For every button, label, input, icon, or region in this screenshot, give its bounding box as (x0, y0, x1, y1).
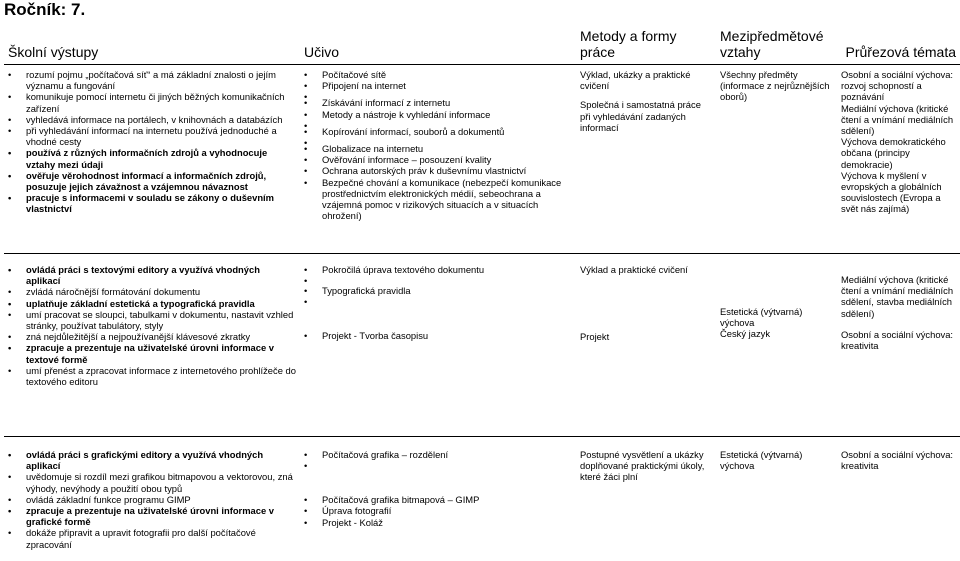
header-cross-themes: Průřezová témata (837, 28, 960, 65)
list-item: • zvládá náročnější formátování dokumentu (8, 286, 296, 297)
list-item: • vyhledává informace na portálech, v knihovnách a databázích (8, 114, 296, 125)
methods-text: Společná i samostatná práce při vyhledávání zadaných informací (580, 99, 712, 133)
list-item: • dokáže připravit a upravit fotografii pro další počítačové zpracování (8, 527, 296, 549)
list-item: • umí přenést a zpracovat informace z internetového prohlížeče do textového editoru (8, 365, 296, 387)
list-item: • Metody a nástroje k vyhledání informace (304, 109, 572, 120)
interdisciplinary-text: Estetická (výtvarná) výchova (720, 306, 833, 328)
cross-themes-cell (837, 254, 960, 437)
outcomes-cell (4, 437, 300, 561)
list-item: • Projekt - Tvorba časopisu (304, 330, 572, 341)
methods-text: Výklad, ukázky a praktické cvičení (580, 69, 712, 91)
list-spacer (304, 275, 572, 285)
cross-themes-cell (837, 437, 960, 561)
list-item: • komunikuje pomocí internetu či jiných běžných komunikačních zařízení (8, 91, 296, 113)
content-list (304, 264, 572, 342)
list-item: • uplatňuje základní estetická a typografická pravidla (8, 298, 296, 309)
interdisciplinary-cell (716, 65, 837, 254)
outcomes-list (8, 449, 296, 550)
list-spacer (304, 296, 572, 330)
methods-cell (576, 254, 716, 437)
page-title: Ročník: 7. (4, 0, 85, 20)
list-item: • při vyhledávání informací na internetu používá jednoduché a vhodné cesty (8, 125, 296, 147)
table-header-row (4, 28, 960, 65)
list-item: • Bezpečné chování a komunikace (nebezpečí komunikace prostřednictvím elektronických médií, sebeochrana a vzájemná pomoc v rizikových situacích a v situacích ohrožení) (304, 177, 572, 222)
list-item: • Počítačové sítě (304, 69, 572, 80)
methods-text: Výklad a praktické cvičení (580, 264, 712, 275)
content-cell (300, 254, 576, 437)
content-list (304, 449, 572, 528)
header-content: Učivo (300, 28, 576, 65)
spacer (580, 275, 712, 331)
list-item: • Globalizace na internetu (304, 143, 572, 154)
header-methods: Metody a formy práce (576, 28, 716, 65)
list-item: • uvědomuje si rozdíl mezi grafikou bitmapovou a vektorovou, zná výhody, nevýhody a použití obou typů (8, 471, 296, 493)
table-row (4, 254, 960, 437)
list-item: • zpracuje a prezentuje na uživatelské úrovni informace v textové formě (8, 342, 296, 364)
spacer (580, 91, 712, 99)
outcomes-cell (4, 65, 300, 254)
list-item: • Připojení na internet (304, 80, 572, 91)
content-cell (300, 437, 576, 561)
interdisciplinary-text: Všechny předměty (informace z nejrůznějších oborů) (720, 69, 833, 103)
list-item: • Pokročilá úprava textového dokumentu (304, 264, 572, 275)
header-interdisciplinary: Mezipředmětové vztahy (716, 28, 837, 65)
content-list (304, 69, 572, 221)
methods-text: Postupné vysvětlení a ukázky doplňované praktickými úkoly, které žáci plní (580, 449, 712, 483)
outcomes-list (8, 69, 296, 215)
list-item: • Získávání informací z internetu (304, 97, 572, 108)
outcomes-cell (4, 254, 300, 437)
list-item: • používá z různých informačních zdrojů a vyhodnocuje vztahy mezi údaji (8, 147, 296, 169)
list-item: • ovládá základní funkce programu GIMP (8, 494, 296, 505)
curriculum-table (4, 28, 960, 561)
list-item: • rozumí pojmu „počítačová síť“ a má základní znalosti o jejím významu a fungování (8, 69, 296, 91)
table-row (4, 65, 960, 254)
cross-themes-text: Osobní a sociální výchova: kreativita (841, 329, 956, 351)
list-item: • umí pracovat se sloupci, tabulkami v dokumentu, nastavit vzhled stránky, používat tabulátory, styly (8, 309, 296, 331)
list-item: • Kopírování informací, souborů a dokumentů (304, 126, 572, 137)
cross-themes-text: Výchova k myšlení v evropských a globálních souvislostech (Evropa a svět nás zajímá) (841, 170, 956, 215)
methods-cell (576, 437, 716, 561)
header-outcomes: Školní výstupy (4, 28, 300, 65)
list-item: • Počítačová grafika – rozdělení (304, 449, 572, 460)
list-item: • ověřuje věrohodnost informací a informačních zdrojů, posuzuje jejich závažnost a vzájemnou návaznost (8, 170, 296, 192)
list-item: • Úprava fotografií (304, 505, 572, 516)
spacer (841, 319, 956, 329)
list-item: • Typografická pravidla (304, 285, 572, 296)
content-cell (300, 65, 576, 254)
cross-themes-text: Mediální výchova (kritické čtení a vnímání mediálních sdělení, stavba mediálních sdělení) (841, 274, 956, 319)
interdisciplinary-text: Český jazyk (720, 328, 833, 339)
cross-themes-text: Osobní a sociální výchova: rozvoj schopností a poznávání (841, 69, 956, 103)
list-item: • Počítačová grafika bitmapová – GIMP (304, 494, 572, 505)
list-item: • Ochrana autorských práv k duševnímu vlastnictví (304, 165, 572, 176)
cross-themes-text: Mediální výchova (kritické čtení a vnímání mediálních sdělení) (841, 103, 956, 137)
list-item: • ovládá práci s grafickými editory a využívá vhodných aplikací (8, 449, 296, 471)
cross-themes-text: Výchova demokratického občana (principy demokracie) (841, 136, 956, 170)
outcomes-list (8, 264, 296, 387)
interdisciplinary-cell (716, 254, 837, 437)
interdisciplinary-cell (716, 437, 837, 561)
methods-text: Projekt (580, 331, 712, 342)
list-spacer (304, 460, 572, 494)
cross-themes-cell (837, 65, 960, 254)
interdisciplinary-text: Estetická (výtvarná) výchova (720, 449, 833, 471)
list-item: • ovládá práci s textovými editory a využívá vhodných aplikací (8, 264, 296, 286)
table-row (4, 437, 960, 561)
list-item: • Projekt - Koláž (304, 517, 572, 528)
cross-themes-text: Osobní a sociální výchova: kreativita (841, 449, 956, 471)
list-item: • zpracuje a prezentuje na uživatelské úrovni informace v grafické formě (8, 505, 296, 527)
methods-cell (576, 65, 716, 254)
list-item: • pracuje s informacemi v souladu se zákony o duševním vlastnictví (8, 192, 296, 214)
list-item: • Ověřování informace – posouzení kvality (304, 154, 572, 165)
list-item: • zná nejdůležitější a nejpoužívanější klávesové zkratky (8, 331, 296, 342)
